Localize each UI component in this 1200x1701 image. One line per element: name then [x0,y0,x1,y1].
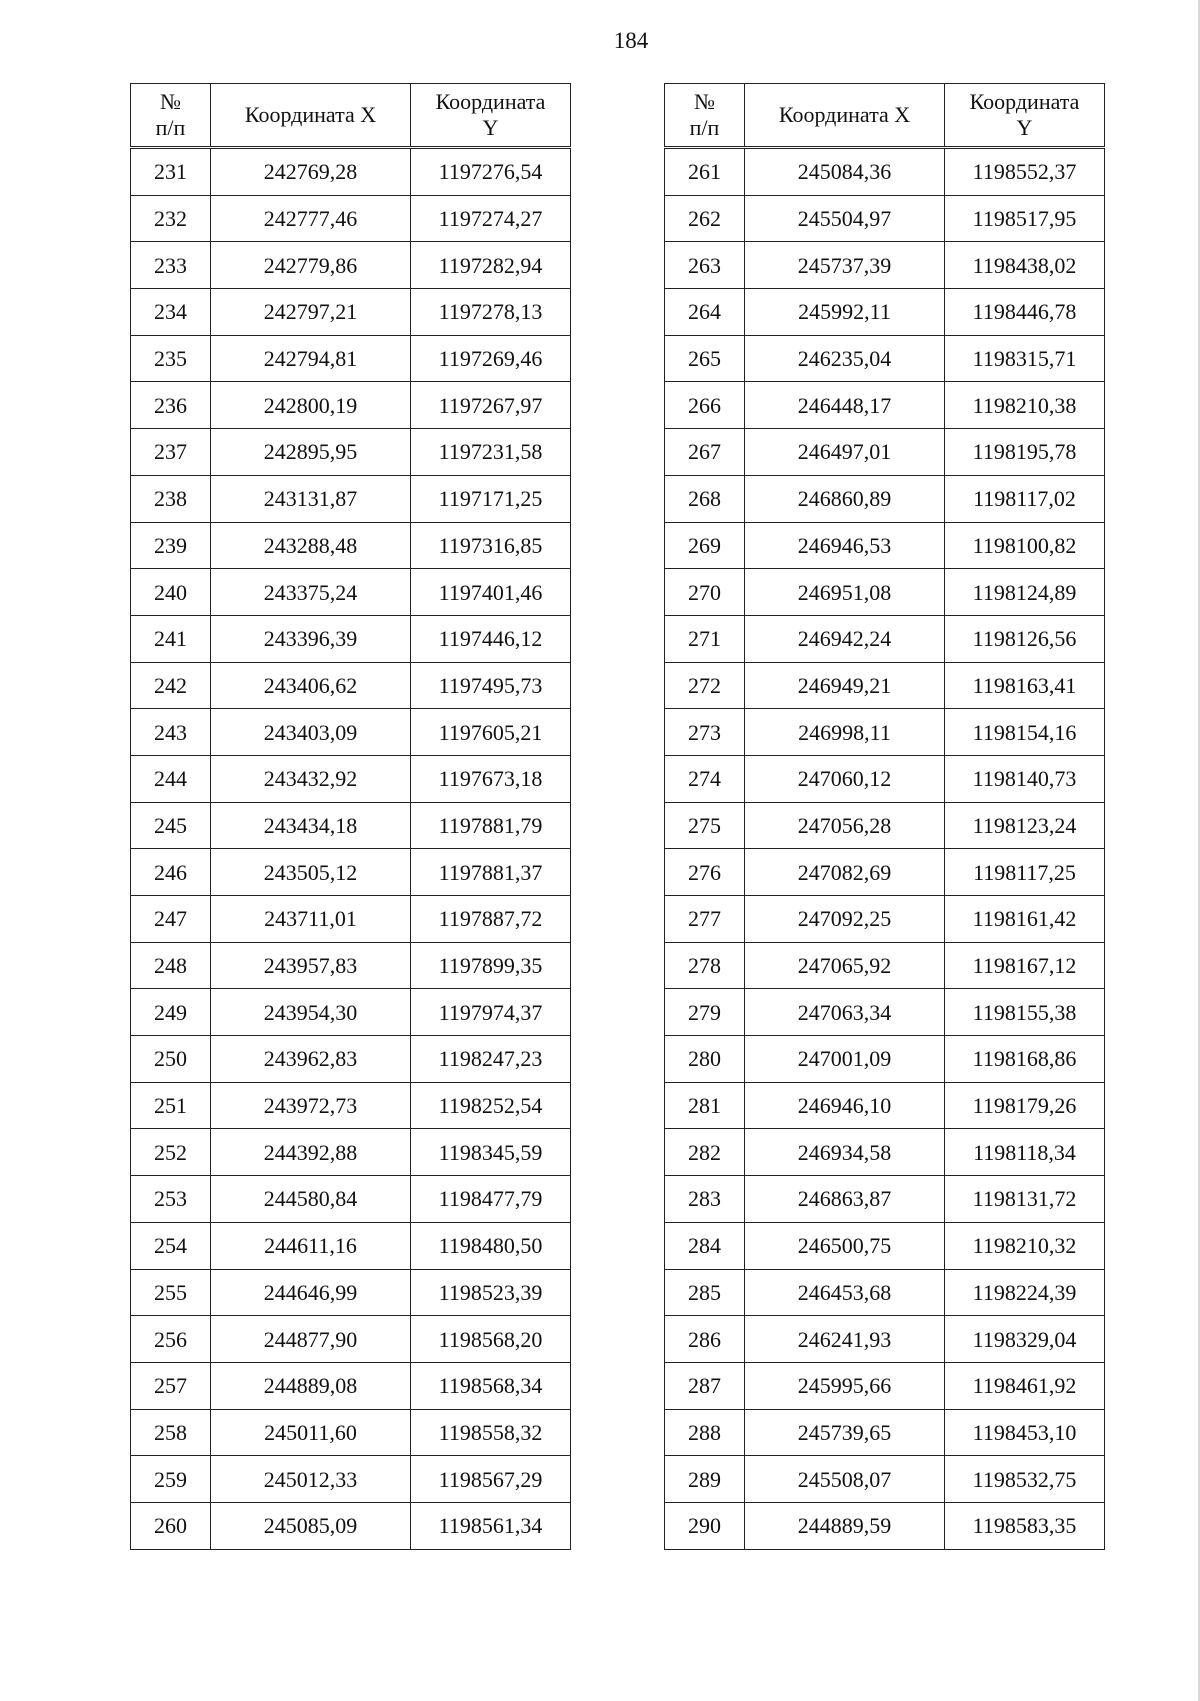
cell-number: 253 [131,1176,211,1223]
table-row [131,1176,571,1223]
table-row [131,148,571,196]
page-number: 184 [613,28,649,53]
cell-coordinate-y: 1197269,46 [411,335,571,382]
cell-coordinate-y: 1198523,39 [411,1269,571,1316]
cell-coordinate-x: 245995,66 [745,1362,945,1409]
table-row [665,709,1105,756]
cell-coordinate-y: 1197605,21 [411,709,571,756]
cell-coordinate-y: 1198461,92 [945,1362,1105,1409]
cell-coordinate-y: 1198345,59 [411,1129,571,1176]
cell-coordinate-y: 1198131,72 [945,1176,1105,1223]
cell-coordinate-x: 244877,90 [211,1316,411,1363]
cell-number: 280 [665,1036,745,1083]
table-row [665,1362,1105,1409]
cell-number: 266 [665,382,745,429]
cell-coordinate-y: 1198453,10 [945,1409,1105,1456]
table-row [665,662,1105,709]
table-row [665,1269,1105,1316]
cell-number: 248 [131,942,211,989]
table-row [131,896,571,943]
cell-coordinate-x: 243432,92 [211,755,411,802]
table-row [131,522,571,569]
cell-number: 246 [131,849,211,896]
cell-coordinate-x: 243957,83 [211,942,411,989]
cell-number: 234 [131,289,211,336]
cell-number: 252 [131,1129,211,1176]
cell-number: 265 [665,335,745,382]
cell-coordinate-x: 246946,53 [745,522,945,569]
cell-coordinate-x: 244611,16 [211,1222,411,1269]
table-row [131,849,571,896]
cell-number: 275 [665,802,745,849]
table-row [665,242,1105,289]
cell-coordinate-y: 1197446,12 [411,615,571,662]
cell-coordinate-x: 243406,62 [211,662,411,709]
table-row [131,989,571,1036]
cell-coordinate-x: 242769,28 [211,148,411,196]
cell-coordinate-x: 245084,36 [745,148,945,196]
cell-number: 243 [131,709,211,756]
table-row [131,1316,571,1363]
table-row [131,569,571,616]
table-row [131,1409,571,1456]
table-row [131,242,571,289]
cell-coordinate-y: 1198315,71 [945,335,1105,382]
cell-coordinate-x: 243505,12 [211,849,411,896]
table-row [665,896,1105,943]
cell-coordinate-x: 246942,24 [745,615,945,662]
cell-coordinate-y: 1197274,27 [411,195,571,242]
cell-number: 250 [131,1036,211,1083]
cell-coordinate-x: 245739,65 [745,1409,945,1456]
cell-coordinate-y: 1198126,56 [945,615,1105,662]
coordinates-table-left [130,83,571,1550]
cell-number: 261 [665,148,745,196]
cell-coordinate-x: 242779,86 [211,242,411,289]
cell-coordinate-x: 243396,39 [211,615,411,662]
table-row [665,942,1105,989]
cell-coordinate-x: 242777,46 [211,195,411,242]
table-row [665,615,1105,662]
cell-number: 283 [665,1176,745,1223]
cell-coordinate-y: 1198100,82 [945,522,1105,569]
table-row [665,1036,1105,1083]
cell-coordinate-y: 1198558,32 [411,1409,571,1456]
cell-coordinate-x: 244889,08 [211,1362,411,1409]
cell-coordinate-x: 243403,09 [211,709,411,756]
cell-coordinate-y: 1197881,37 [411,849,571,896]
coordinates-table-right [664,83,1105,1550]
cell-number: 244 [131,755,211,802]
cell-coordinate-y: 1198517,95 [945,195,1105,242]
cell-coordinate-y: 1198168,86 [945,1036,1105,1083]
cell-coordinate-y: 1198118,34 [945,1129,1105,1176]
cell-number: 245 [131,802,211,849]
cell-coordinate-y: 1198477,79 [411,1176,571,1223]
cell-coordinate-y: 1197278,13 [411,289,571,336]
header-coordinate-x: Координата X [211,84,411,148]
cell-number: 235 [131,335,211,382]
cell-number: 242 [131,662,211,709]
cell-number: 269 [665,522,745,569]
table-row [665,522,1105,569]
cell-coordinate-y: 1198247,23 [411,1036,571,1083]
cell-coordinate-y: 1198532,75 [945,1456,1105,1503]
cell-coordinate-x: 242800,19 [211,382,411,429]
table-row [665,1222,1105,1269]
cell-coordinate-x: 242895,95 [211,429,411,476]
cell-coordinate-y: 1197899,35 [411,942,571,989]
cell-number: 271 [665,615,745,662]
cell-coordinate-y: 1198140,73 [945,755,1105,802]
cell-number: 263 [665,242,745,289]
cell-number: 281 [665,1082,745,1129]
cell-number: 287 [665,1362,745,1409]
cell-number: 236 [131,382,211,429]
cell-number: 267 [665,429,745,476]
cell-number: 241 [131,615,211,662]
table-row [665,1456,1105,1503]
cell-coordinate-x: 246863,87 [745,1176,945,1223]
cell-coordinate-y: 1198167,12 [945,942,1105,989]
cell-coordinate-x: 244580,84 [211,1176,411,1223]
table-row [665,289,1105,336]
cell-number: 232 [131,195,211,242]
cell-coordinate-x: 245992,11 [745,289,945,336]
cell-coordinate-x: 242794,81 [211,335,411,382]
table-row [665,1502,1105,1549]
cell-number: 237 [131,429,211,476]
cell-number: 249 [131,989,211,1036]
table-row [665,802,1105,849]
cell-number: 257 [131,1362,211,1409]
header-number: № п/п [131,84,211,148]
table-row [665,195,1105,242]
cell-coordinate-y: 1198124,89 [945,569,1105,616]
table-row [665,148,1105,196]
cell-coordinate-x: 245085,09 [211,1502,411,1549]
cell-coordinate-x: 246951,08 [745,569,945,616]
table-row [131,942,571,989]
table-row [665,569,1105,616]
cell-number: 278 [665,942,745,989]
table-row [131,662,571,709]
cell-number: 289 [665,1456,745,1503]
table-row [131,755,571,802]
cell-number: 274 [665,755,745,802]
cell-number: 279 [665,989,745,1036]
cell-number: 247 [131,896,211,943]
table-row [665,1082,1105,1129]
cell-coordinate-y: 1198123,24 [945,802,1105,849]
cell-coordinate-x: 246453,68 [745,1269,945,1316]
table-row [665,849,1105,896]
cell-coordinate-y: 1197401,46 [411,569,571,616]
cell-coordinate-x: 243288,48 [211,522,411,569]
table-row [131,1269,571,1316]
table-row [131,1222,571,1269]
cell-coordinate-y: 1198567,29 [411,1456,571,1503]
cell-coordinate-y: 1198195,78 [945,429,1105,476]
cell-number: 239 [131,522,211,569]
table-row [131,709,571,756]
cell-coordinate-y: 1197171,25 [411,475,571,522]
table-row [665,1409,1105,1456]
cell-coordinate-y: 1198155,38 [945,989,1105,1036]
cell-number: 286 [665,1316,745,1363]
table-row [665,1176,1105,1223]
cell-number: 284 [665,1222,745,1269]
table-row [131,475,571,522]
cell-number: 277 [665,896,745,943]
cell-number: 270 [665,569,745,616]
cell-coordinate-x: 246946,10 [745,1082,945,1129]
cell-coordinate-x: 243711,01 [211,896,411,943]
cell-coordinate-x: 247065,92 [745,942,945,989]
cell-coordinate-x: 245504,97 [745,195,945,242]
table-row [665,1129,1105,1176]
cell-number: 255 [131,1269,211,1316]
cell-coordinate-y: 1198583,35 [945,1502,1105,1549]
cell-coordinate-y: 1198446,78 [945,289,1105,336]
cell-number: 251 [131,1082,211,1129]
cell-number: 276 [665,849,745,896]
cell-number: 258 [131,1409,211,1456]
cell-coordinate-x: 246934,58 [745,1129,945,1176]
cell-coordinate-x: 247001,09 [745,1036,945,1083]
cell-coordinate-y: 1198252,54 [411,1082,571,1129]
cell-number: 273 [665,709,745,756]
table-row [131,1082,571,1129]
cell-coordinate-y: 1197231,58 [411,429,571,476]
cell-coordinate-y: 1198480,50 [411,1222,571,1269]
cell-coordinate-y: 1197887,72 [411,896,571,943]
cell-coordinate-x: 245011,60 [211,1409,411,1456]
cell-coordinate-x: 247082,69 [745,849,945,896]
cell-coordinate-y: 1197881,79 [411,802,571,849]
cell-coordinate-x: 244889,59 [745,1502,945,1549]
cell-coordinate-x: 246235,04 [745,335,945,382]
cell-coordinate-y: 1198438,02 [945,242,1105,289]
table-row [665,755,1105,802]
cell-coordinate-x: 247060,12 [745,755,945,802]
cell-coordinate-y: 1198561,34 [411,1502,571,1549]
cell-coordinate-y: 1198210,32 [945,1222,1105,1269]
cell-coordinate-x: 246241,93 [745,1316,945,1363]
cell-coordinate-x: 243954,30 [211,989,411,1036]
cell-coordinate-x: 246500,75 [745,1222,945,1269]
table-row [131,802,571,849]
table-row [665,475,1105,522]
table-row [131,289,571,336]
cell-number: 233 [131,242,211,289]
cell-number: 259 [131,1456,211,1503]
cell-coordinate-y: 1197974,37 [411,989,571,1036]
table-row [665,382,1105,429]
cell-coordinate-x: 245508,07 [745,1456,945,1503]
cell-coordinate-x: 242797,21 [211,289,411,336]
table-row [665,335,1105,382]
cell-coordinate-x: 247056,28 [745,802,945,849]
cell-number: 285 [665,1269,745,1316]
table-row [131,335,571,382]
cell-coordinate-x: 246497,01 [745,429,945,476]
cell-coordinate-y: 1197495,73 [411,662,571,709]
cell-number: 272 [665,662,745,709]
table-header-row [131,84,571,148]
cell-coordinate-y: 1198117,25 [945,849,1105,896]
cell-coordinate-x: 243434,18 [211,802,411,849]
cell-number: 290 [665,1502,745,1549]
header-coordinate-y: Координата Y [411,84,571,148]
cell-coordinate-y: 1198568,20 [411,1316,571,1363]
table-row [665,989,1105,1036]
cell-coordinate-y: 1198224,39 [945,1269,1105,1316]
cell-coordinate-y: 1198161,42 [945,896,1105,943]
table-row [131,1362,571,1409]
cell-coordinate-y: 1198329,04 [945,1316,1105,1363]
cell-coordinate-y: 1198117,02 [945,475,1105,522]
table-row [131,1129,571,1176]
table-row [665,429,1105,476]
cell-coordinate-y: 1198552,37 [945,148,1105,196]
cell-number: 254 [131,1222,211,1269]
cell-coordinate-x: 246998,11 [745,709,945,756]
cell-coordinate-x: 247063,34 [745,989,945,1036]
cell-number: 240 [131,569,211,616]
header-number: № п/п [665,84,745,148]
cell-coordinate-x: 245012,33 [211,1456,411,1503]
cell-coordinate-x: 243131,87 [211,475,411,522]
header-coordinate-y: Координата Y [945,84,1105,148]
cell-coordinate-x: 247092,25 [745,896,945,943]
table-row [131,1036,571,1083]
header-coordinate-x: Координата X [745,84,945,148]
cell-coordinate-y: 1198568,34 [411,1362,571,1409]
cell-number: 256 [131,1316,211,1363]
table-row [131,1502,571,1549]
table-row [131,1456,571,1503]
cell-coordinate-x: 246448,17 [745,382,945,429]
cell-number: 268 [665,475,745,522]
cell-coordinate-x: 245737,39 [745,242,945,289]
cell-coordinate-y: 1198210,38 [945,382,1105,429]
cell-coordinate-y: 1198163,41 [945,662,1105,709]
table-row [131,382,571,429]
cell-coordinate-x: 243962,83 [211,1036,411,1083]
cell-number: 262 [665,195,745,242]
cell-number: 238 [131,475,211,522]
cell-number: 288 [665,1409,745,1456]
cell-coordinate-x: 244392,88 [211,1129,411,1176]
cell-coordinate-x: 244646,99 [211,1269,411,1316]
cell-coordinate-y: 1197316,85 [411,522,571,569]
cell-coordinate-x: 246949,21 [745,662,945,709]
cell-coordinate-y: 1197267,97 [411,382,571,429]
table-header-row [665,84,1105,148]
cell-coordinate-x: 246860,89 [745,475,945,522]
cell-coordinate-y: 1198154,16 [945,709,1105,756]
cell-coordinate-y: 1197282,94 [411,242,571,289]
cell-number: 282 [665,1129,745,1176]
table-row [131,615,571,662]
cell-number: 231 [131,148,211,196]
cell-coordinate-x: 243375,24 [211,569,411,616]
cell-coordinate-y: 1197673,18 [411,755,571,802]
cell-coordinate-y: 1198179,26 [945,1082,1105,1129]
table-row [665,1316,1105,1363]
table-row [131,195,571,242]
cell-number: 260 [131,1502,211,1549]
cell-number: 264 [665,289,745,336]
table-row [131,429,571,476]
cell-coordinate-x: 243972,73 [211,1082,411,1129]
cell-coordinate-y: 1197276,54 [411,148,571,196]
